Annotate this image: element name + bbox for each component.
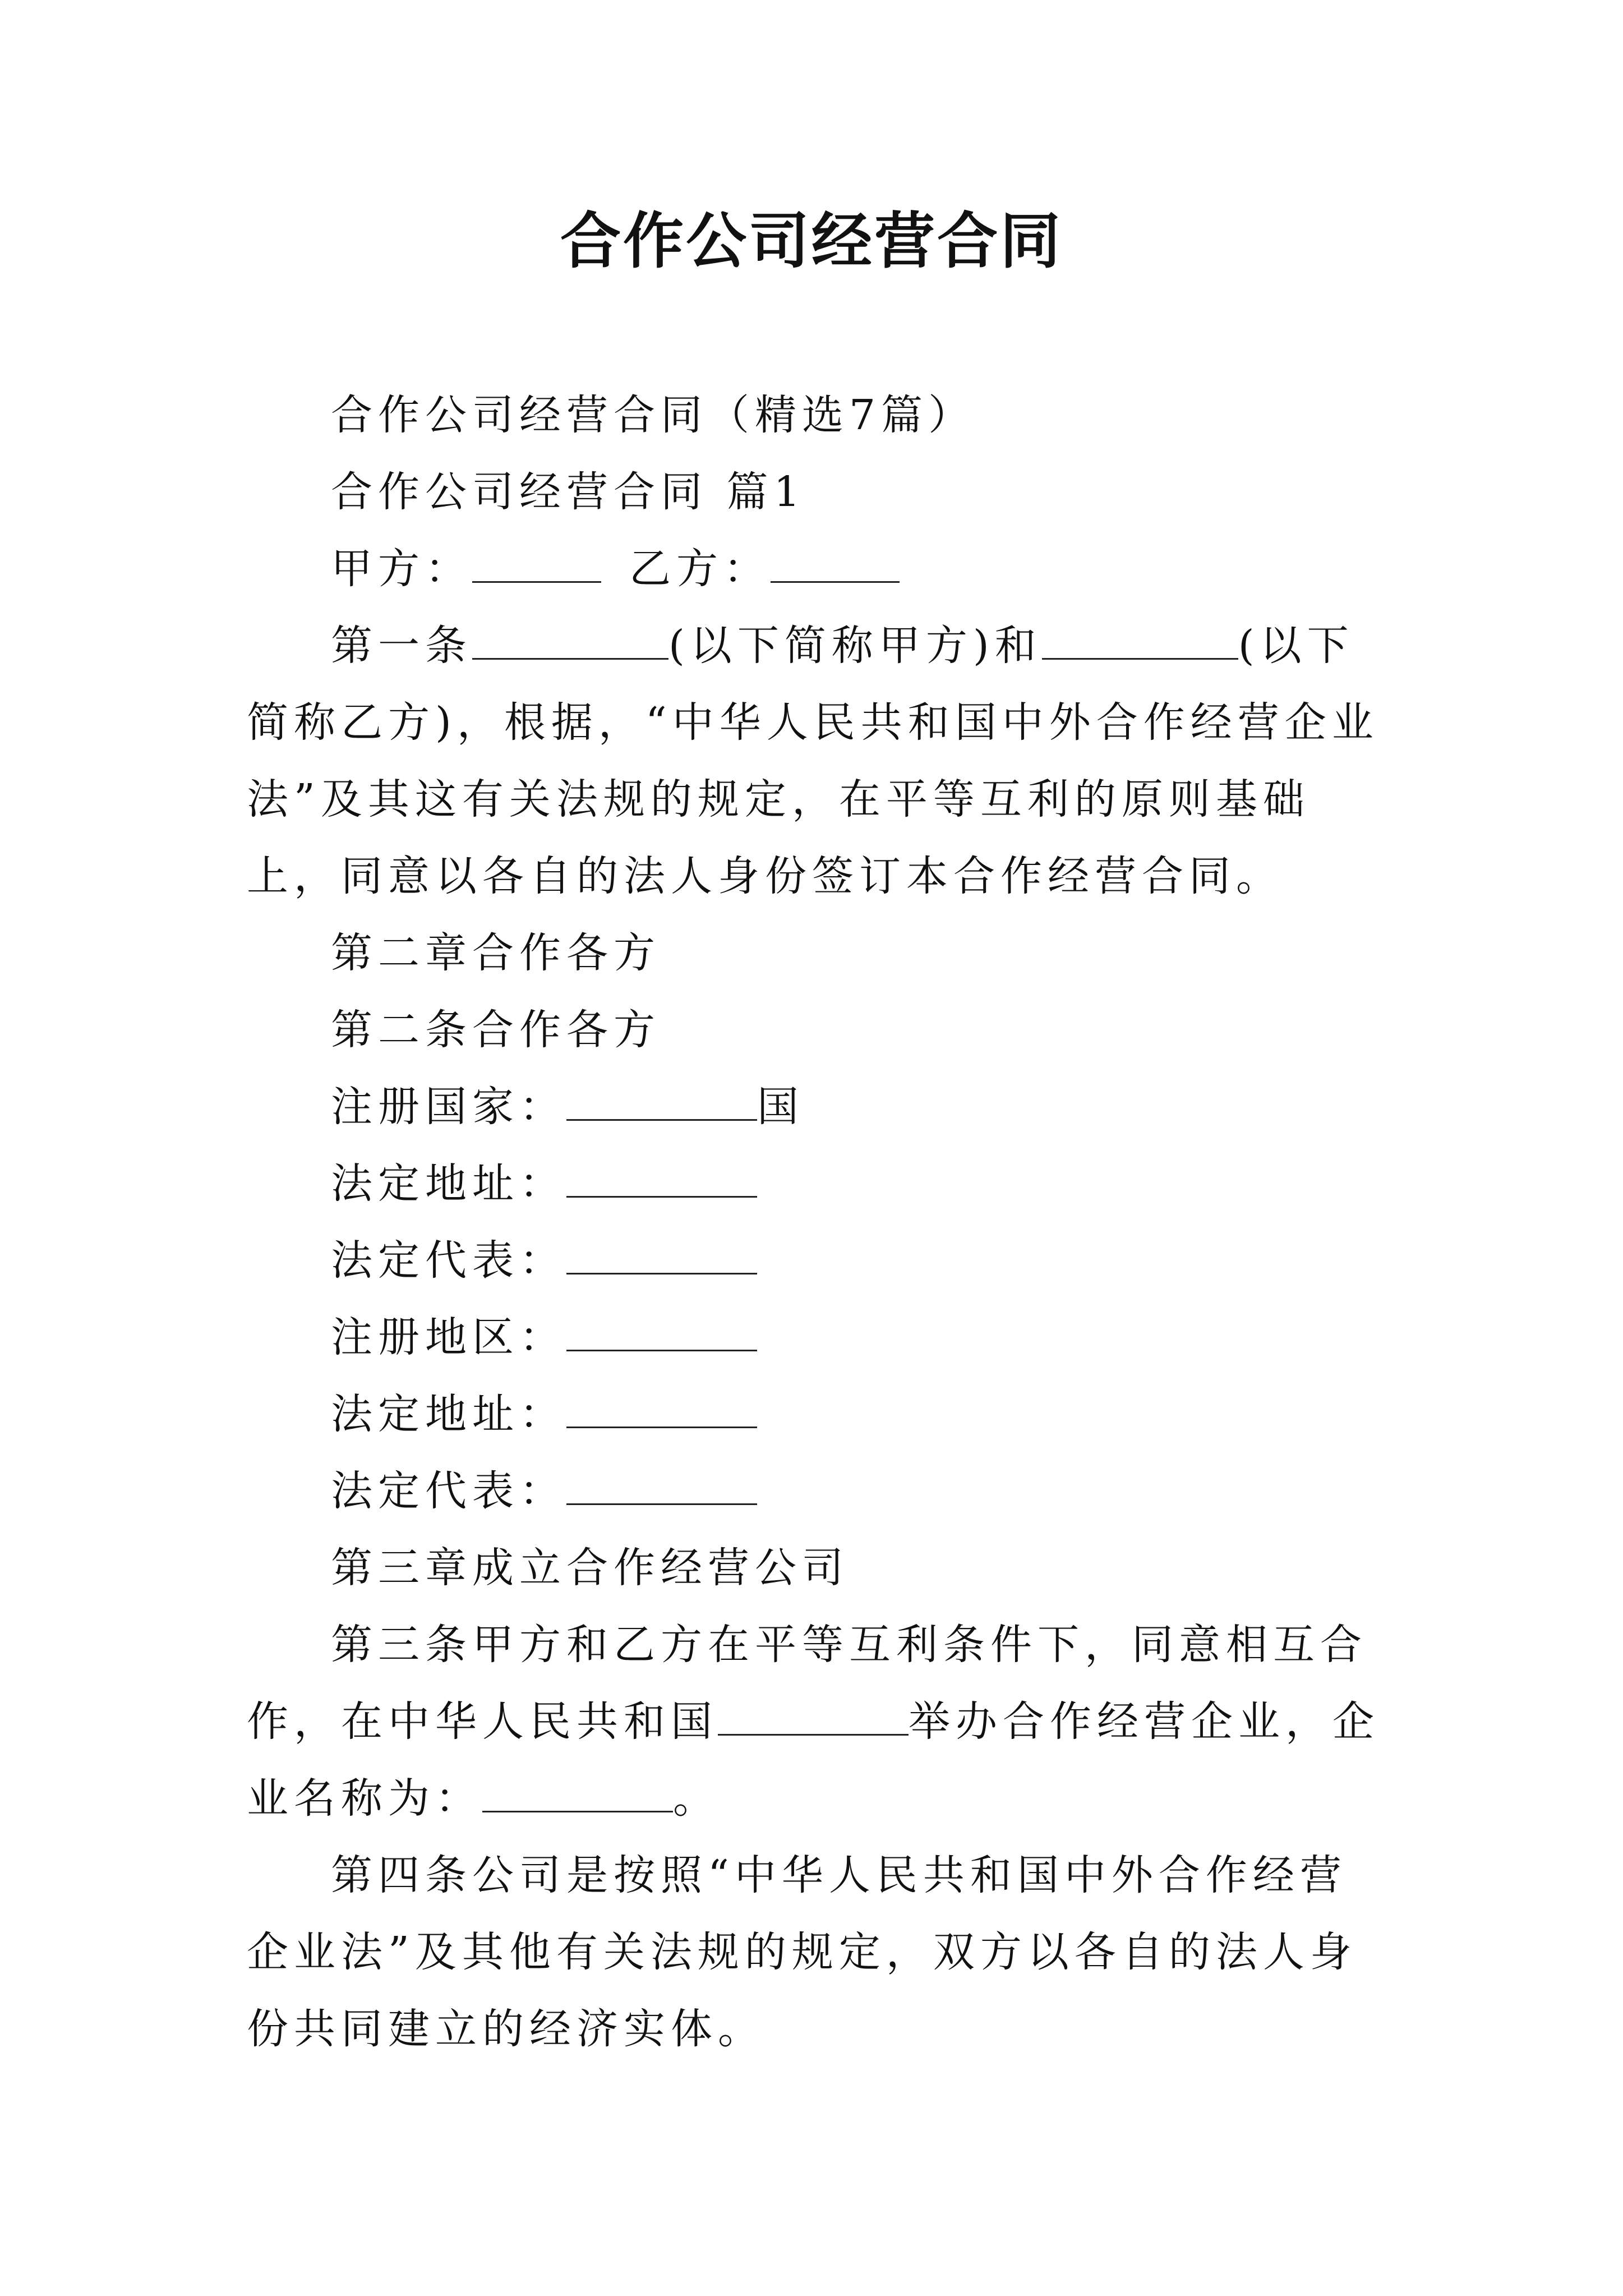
field-label: 法定地址：	[331, 1390, 566, 1438]
field-blank	[566, 1316, 757, 1351]
field-label: 法定地址：	[331, 1159, 566, 1208]
article-3-blank-b	[482, 1777, 673, 1812]
field-row	[247, 1222, 1385, 1299]
party-a-blank	[472, 547, 601, 583]
article-3-mid: 举办合作经营企业，企业名称为：	[247, 1697, 1380, 1823]
field-row	[247, 1069, 1385, 1145]
article-1-prefix: 第一条	[331, 622, 472, 670]
field-row	[247, 1453, 1385, 1530]
party-b-label: 乙方：	[629, 545, 771, 593]
field-blank	[566, 1085, 757, 1121]
chapter-2-heading: 第二章合作各方	[331, 929, 661, 977]
document-body	[247, 377, 1385, 2068]
field-row	[247, 1299, 1385, 1376]
article-1-rest: (以下简称乙方)，根据，“中华人民共和国中外合作经营企业法”及其这有关法规的规定，在平等互利的原则基础上，同意以各自的法人身份签订本合作经营合同。	[247, 622, 1379, 900]
section-heading: 合作公司经营合同 篇1	[331, 468, 806, 516]
party-a-label: 甲方：	[331, 545, 472, 593]
field-blank	[566, 1470, 757, 1505]
article-1-blank-a	[472, 624, 668, 660]
field-row	[247, 1376, 1385, 1453]
article-2-heading: 第二条合作各方	[331, 1006, 661, 1054]
article-1-blank-b	[1042, 624, 1238, 660]
article-3	[247, 1607, 1385, 1837]
article-3-prefix: 第三条甲方和乙方在平等互利条件下，同意相互合作，在中华人民共和国	[247, 1621, 1367, 1746]
field-suffix: 国	[757, 1083, 804, 1131]
article-3-blank-a	[718, 1700, 909, 1736]
party-b-blank	[771, 547, 900, 583]
field-row	[247, 1145, 1385, 1222]
parties-line	[247, 531, 1385, 608]
article-3-end: 。	[673, 1774, 720, 1823]
document-title: 合作公司经营合同	[560, 206, 1063, 277]
article-1	[247, 608, 1385, 915]
article-1-mid: (以下简称甲方)和	[668, 622, 1042, 670]
field-label: 注册国家：	[331, 1083, 566, 1131]
field-label: 注册地区：	[331, 1313, 566, 1361]
subtitle-line: 合作公司经营合同（精选7篇）	[331, 391, 976, 439]
field-label: 法定代表：	[331, 1236, 566, 1285]
chapter-3-heading: 第三章成立合作经营公司	[331, 1544, 849, 1592]
field-label: 法定代表：	[331, 1467, 566, 1515]
field-blank	[566, 1393, 757, 1428]
field-blank	[566, 1162, 757, 1198]
article-4: 第四条公司是按照“中华人民共和国中外合作经营企业法”及其他有关法规的规定，双方以各自的法人身份共同建立的经济实体。	[247, 1851, 1357, 2053]
field-blank	[566, 1239, 757, 1274]
